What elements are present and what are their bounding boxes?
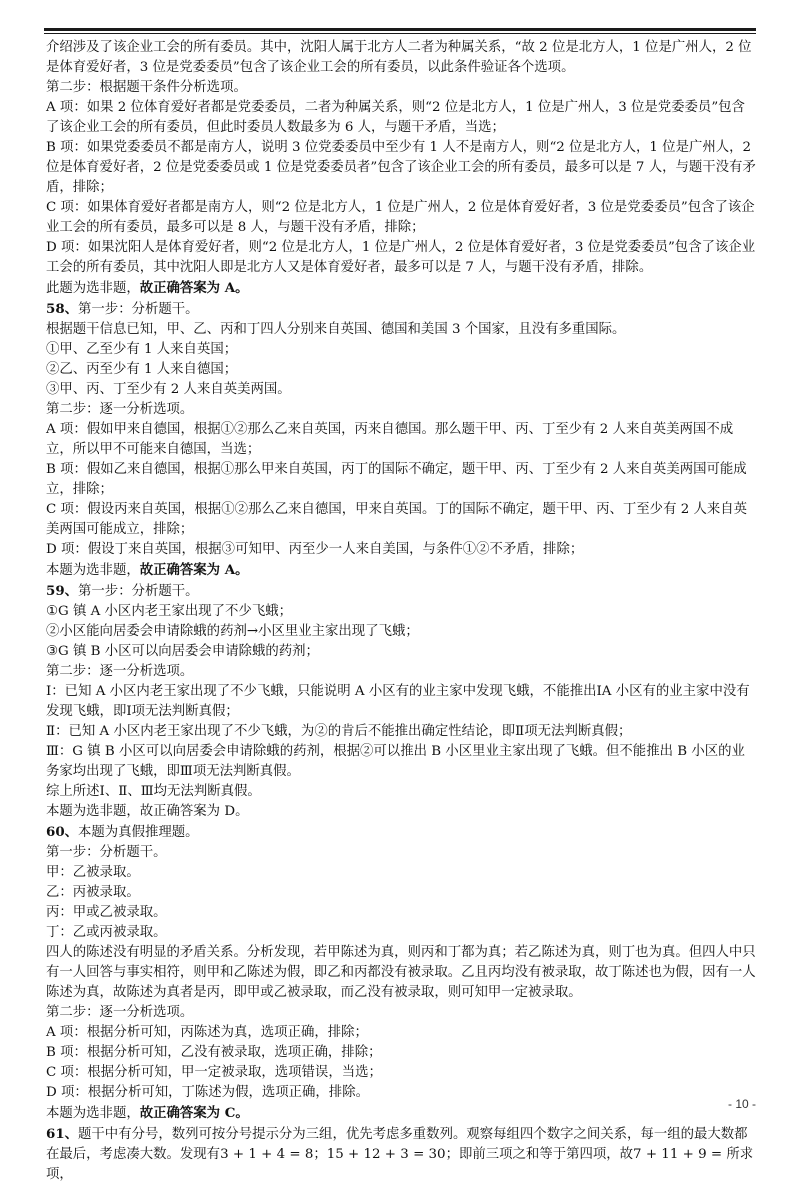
paragraph (46, 460, 756, 500)
paragraph-text: 第一步：分析题干。 (78, 584, 199, 599)
paragraph (46, 540, 756, 560)
paragraph (46, 38, 756, 78)
paragraph (46, 863, 756, 883)
paragraph (46, 742, 756, 782)
question-number: 58、 (46, 301, 79, 317)
paragraph (46, 560, 756, 581)
paragraph (46, 782, 756, 802)
paragraph (46, 1003, 756, 1023)
paragraph (46, 278, 756, 299)
paragraph-text: 介绍涉及了该企业工会的所有委员。其中，沈阳人属于北方人二者为种属关系，“故 2 位是北方人，1 位是广州人，2 位是体育爱好者，3 位是党委委员”包含了该企业工会的所有委员，以此条件验证各个选项。 (46, 40, 752, 75)
paragraph-text: 此题为选非题， (46, 281, 140, 296)
paragraph (46, 722, 756, 742)
header-rule-thick (44, 28, 756, 31)
paragraph (46, 1124, 756, 1185)
paragraph-text: D 项：根据分析可知，丁陈述为假，选项正确，排除。 (46, 1085, 369, 1100)
paragraph (46, 198, 756, 238)
paragraph-text: ①甲、乙至少有 1 人来自英国； (46, 342, 238, 357)
paragraph (46, 943, 756, 1003)
paragraph-text: 本题为选非题， (46, 1106, 140, 1121)
paragraph-text: Ⅱ：已知 A 小区内老王家出现了不少飞蛾，为②的肯后不能推出确定性结论，即Ⅱ项无法判断真假； (46, 724, 632, 739)
paragraph-text: 四人的陈述没有明显的矛盾关系。分析发现，若甲陈述为真，则丙和丁都为真；若乙陈述为真，则丁也为真。但四人中只有一人回答与事实相符，则甲和乙陈述为假，即乙和丙都没有被录取。乙且丙均没有被录取，故丁陈述也为假，因有一人陈述为真，故陈述为真者是丙，即甲或乙被录取，而乙没有被录取，则可知甲一定被录取。 (46, 945, 756, 1000)
paragraph (46, 1023, 756, 1043)
paragraph (46, 602, 756, 622)
answer-conclusion: 故正确答案为 A。 (139, 562, 249, 578)
question-number: 60、 (46, 824, 79, 840)
paragraph-text: 题干中有分号，数列可按分号提示分为三组，优先考虑多重数列。观察每组四个数字之间关系，每一组的最大数都在最后，考虑凑大数。发现有3 + 1 + 4 = 8；15 + 12 + 3 = 30；即前三项之和等于第四项，故7 + 11 + 9 = 所求项， (46, 1127, 754, 1182)
paragraph (46, 299, 756, 320)
paragraph-text: B 项：假如乙来自德国，根据①那么甲来自英国，丙丁的国际不确定，题干甲、丙、丁至少有 2 人来自英美两国可能成立，排除； (46, 462, 747, 497)
paragraph-text: 甲：乙被录取。 (46, 865, 140, 880)
paragraph (46, 500, 756, 540)
paragraph-text: 第二步：逐一分析选项。 (46, 664, 194, 679)
paragraph-text: B 项：根据分析可知，乙没有被录取，选项正确，排除； (46, 1045, 382, 1060)
paragraph (46, 642, 756, 662)
paragraph-text: D 项：如果沈阳人是体育爱好者，则“2 位是北方人，1 位是广州人，2 位是体育爱好者，3 位是党委委员”包含了该企业工会的所有委员，其中沈阳人即是北方人又是体育爱好者，最多可以是 7 人，与题干没有矛盾，排除。 (46, 240, 756, 275)
paragraph (46, 400, 756, 420)
paragraph-text: C 项：根据分析可知，甲一定被录取，选项错误，当选； (46, 1065, 382, 1080)
paragraph-text: 第二步：逐一分析选项。 (46, 402, 194, 417)
paragraph-text: 乙：丙被录取。 (46, 885, 140, 900)
paragraph (46, 360, 756, 380)
paragraph (46, 822, 756, 843)
paragraph (46, 98, 756, 138)
paragraph-text: 本题为选非题，故正确答案为 D。 (46, 804, 249, 819)
paragraph (46, 682, 756, 722)
page-number: - 10 - (727, 1097, 756, 1111)
paragraph (46, 238, 756, 278)
paragraph (46, 1043, 756, 1063)
paragraph-text: 综上所述Ⅰ、Ⅱ、Ⅲ均无法判断真假。 (46, 784, 261, 799)
paragraph (46, 923, 756, 943)
paragraph-text: B 项：如果党委委员不都是南方人，说明 3 位党委委员中至少有 1 人不是南方人，则“2 位是北方人，1 位是广州人，2 位是体育爱好者，2 位是党委委员或 1 位是党委委员者”包含了该企业工会的所有委员，最多可以是 7 人，与题干没有矛盾，排除； (46, 140, 756, 195)
paragraph-text: ②乙、丙至少有 1 人来自德国； (46, 362, 238, 377)
paragraph (46, 802, 756, 822)
paragraph (46, 380, 756, 400)
paragraph-text: 第一步：分析题干。 (78, 302, 199, 317)
paragraph-text: 丙：甲或乙被录取。 (46, 905, 167, 920)
paragraph-text: 本题为真假推理题。 (78, 825, 199, 840)
paragraph (46, 138, 756, 198)
paragraph-text: Ⅲ：G 镇 B 小区可以向居委会申请除蛾的药剂，根据②可以推出 B 小区里业主家出现了飞蛾。但不能推出 B 小区的业务家均出现了飞蛾，即Ⅲ项无法判断真假。 (46, 744, 745, 779)
paragraph (46, 78, 756, 98)
paragraph (46, 903, 756, 923)
paragraph-text: C 项：如果体育爱好者都是南方人，则“2 位是北方人，1 位是广州人，2 位是体育爱好者，3 位是党委委员”包含了该企业工会的所有委员，最多可以是 8 人，与题干没有矛盾，排除； (46, 200, 755, 235)
paragraph-text: A 项：根据分析可知，丙陈述为真，选项正确，排除； (46, 1025, 368, 1040)
paragraph-text: C 项：假设丙来自英国，根据①②那么乙来自德国，甲来自英国。丁的国际不确定，题干甲、丙、丁至少有 2 人来自英美两国可能成立，排除； (46, 502, 748, 537)
paragraph (46, 1063, 756, 1083)
header-rule-thin (44, 33, 756, 34)
paragraph-text: 第二步：根据题干条件分析选项。 (46, 80, 247, 95)
paragraph (46, 1103, 756, 1124)
paragraph-text: 第二步：逐一分析选项。 (46, 1005, 194, 1020)
paragraph-text: 第一步：分析题干。 (46, 845, 167, 860)
answer-conclusion: 故正确答案为 C。 (139, 1105, 249, 1121)
paragraph-text: ②小区能向居委会申请除蛾的药剂→小区里业主家出现了飞蛾； (46, 624, 419, 639)
paragraph-text: 根据题干信息已知，甲、乙、丙和丁四人分别来自英国、德国和美国 3 个国家，且没有多重国际。 (46, 322, 626, 337)
question-number: 59、 (46, 583, 79, 599)
paragraph-text: 丁：乙或丙被录取。 (46, 925, 167, 940)
paragraph (46, 883, 756, 903)
paragraph (46, 622, 756, 642)
paragraph (46, 340, 756, 360)
question-number: 61、 (46, 1126, 79, 1142)
paragraph (46, 662, 756, 682)
paragraph (46, 320, 756, 340)
paragraph (46, 420, 756, 460)
paragraph-text: A 项：假如甲来自德国，根据①②那么乙来自英国，丙来自德国。那么题干甲、丙、丁至少有 2 人来自英美两国不成立，所以甲不可能来自德国，当选； (46, 422, 734, 457)
paragraph-text: ③甲、丙、丁至少有 2 人来自英美两国。 (46, 382, 291, 397)
paragraph-text: A 项：如果 2 位体育爱好者都是党委委员，二者为种属关系，则“2 位是北方人，1 位是广州人，3 位是党委委员”包含了该企业工会的所有委员，但此时委员人数最多为 6 人，与题干矛盾，当选； (46, 100, 745, 135)
answer-conclusion: 故正确答案为 A。 (139, 280, 249, 296)
paragraph-text: D 项：假设丁来自英国，根据③可知甲、丙至少一人来自美国，与条件①②不矛盾，排除； (46, 542, 584, 557)
paragraph-text: ①G 镇 A 小区内老王家出现了不少飞蛾； (46, 604, 292, 619)
paragraph (46, 1083, 756, 1103)
paragraph-text: Ⅰ：已知 A 小区内老王家出现了不少飞蛾，只能说明 A 小区有的业主家中发现飞蛾，不能推出ⅠA 小区有的业主家中没有发现飞蛾，即Ⅰ项无法判断真假； (46, 684, 750, 719)
paragraph (46, 581, 756, 602)
paragraph-text: 本题为选非题， (46, 563, 140, 578)
document-body (46, 38, 756, 1185)
paragraph-text: ③G 镇 B 小区可以向居委会申请除蛾的药剂； (46, 644, 319, 659)
paragraph (46, 843, 756, 863)
